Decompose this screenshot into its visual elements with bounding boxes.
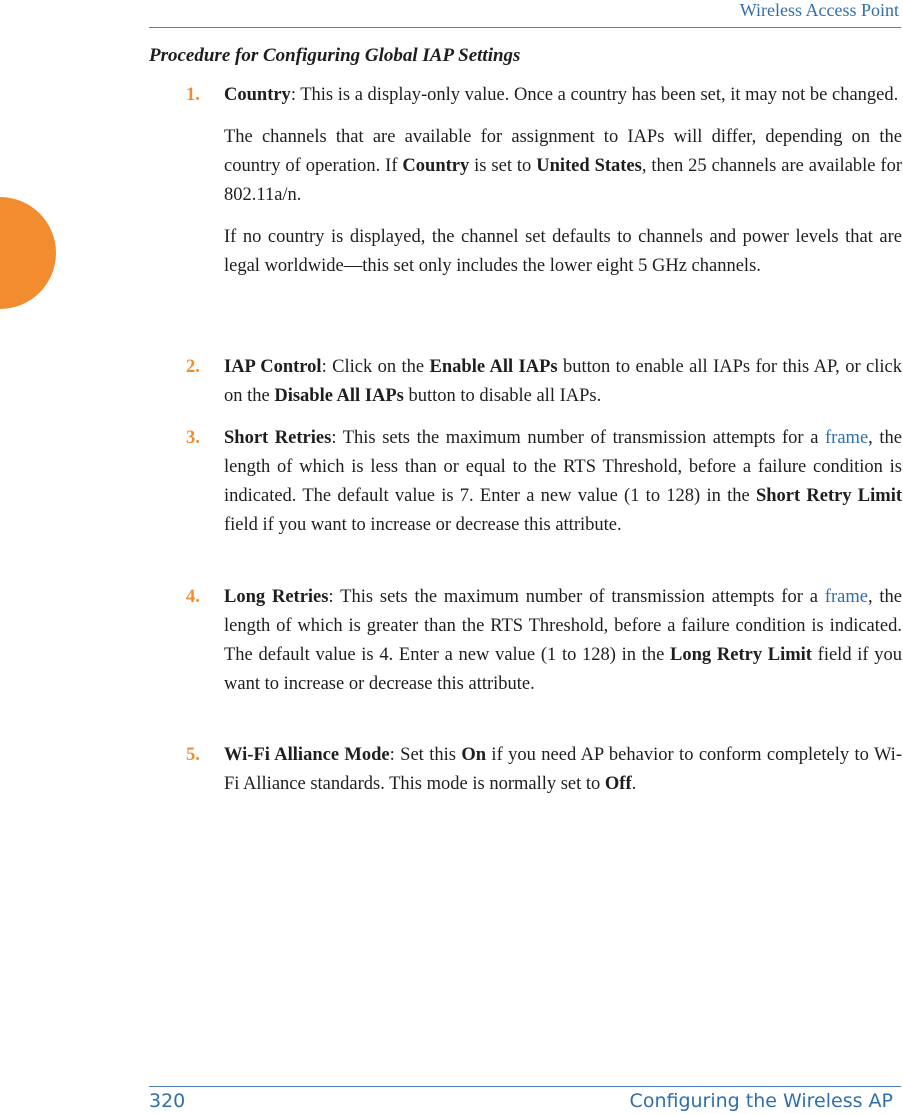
text-run: : This sets the maximum number of transmission attempts for a <box>328 587 825 607</box>
footer-rule <box>149 1086 901 1087</box>
bold-term: Off <box>604 774 632 794</box>
step-item-5 <box>186 741 902 799</box>
text-run: field if you want to increase or decrease this attribute. <box>224 645 903 694</box>
step-item-4 <box>186 583 902 699</box>
step-number: 5. <box>186 745 200 765</box>
bold-term: Long Retry Limit <box>670 645 812 665</box>
bold-term: Country <box>402 156 470 176</box>
step-paragraph <box>224 583 902 699</box>
step-paragraph <box>224 81 902 110</box>
text-run: If no country is displayed, the channel set defaults to channels and power levels that are legal worldwide—this set only includes the lower eight 5 GHz channels. <box>224 227 902 276</box>
step-number: 4. <box>186 587 200 607</box>
bold-term: Short Retry Limit <box>755 486 902 506</box>
bold-term: Disable All IAPs <box>274 386 404 406</box>
text-run: . <box>631 774 637 794</box>
bold-term: Country <box>224 85 291 105</box>
bold-term: Enable All IAPs <box>429 357 558 377</box>
text-run: , then 25 channels are available for 802.11a/n. <box>224 156 903 205</box>
text-run: button to enable all IAPs for this AP, or click on the <box>224 357 902 406</box>
footer-chapter-title: Configuring the Wireless AP <box>629 1090 893 1112</box>
step-paragraph <box>224 424 902 540</box>
text-run: The channels that are available for assignment to IAPs will differ, depending on the country of operation. If <box>224 127 902 176</box>
text-run: if you need AP behavior to conform completely to Wi-Fi Alliance standards. This mode is normally set to <box>224 745 902 794</box>
text-run: : Click on the <box>321 357 430 377</box>
step-paragraph <box>224 741 902 799</box>
step-paragraph <box>224 353 902 411</box>
step-item-2 <box>186 353 902 411</box>
bold-term: Wi-Fi Alliance Mode <box>224 745 390 765</box>
step-item-1 <box>186 81 902 281</box>
text-run: , the length of which is less than or equal to the RTS Threshold, before a failure condition is indicated. The default value is 7. Enter a new value (1 to 128) in the <box>224 428 902 506</box>
step-number: 3. <box>186 428 200 448</box>
text-run: , the length of which is greater than the RTS Threshold, before a failure condition is indicated. The default value is 4. Enter a new value (1 to 128) in the <box>224 587 903 665</box>
step-item-3 <box>186 424 902 540</box>
text-run: : This is a display-only value. Once a country has been set, it may not be changed. <box>290 85 899 105</box>
text-run: field if you want to increase or decrease this attribute. <box>224 515 622 535</box>
running-header-title: Wireless Access Point <box>739 0 899 20</box>
bold-term: Short Retries <box>224 428 332 448</box>
header-rule <box>149 27 901 28</box>
bold-term: IAP Control <box>224 357 322 377</box>
glossary-link[interactable]: frame <box>824 587 868 607</box>
step-paragraph <box>224 223 902 281</box>
footer-page-number: 320 <box>149 1090 186 1112</box>
glossary-link[interactable]: frame <box>825 428 869 448</box>
bold-term: On <box>461 745 487 765</box>
chapter-side-tab <box>0 197 56 309</box>
step-paragraph <box>224 123 902 210</box>
text-run: button to disable all IAPs. <box>403 386 602 406</box>
section-title: Procedure for Configuring Global IAP Settings <box>149 45 521 66</box>
text-run: is set to <box>469 156 537 176</box>
text-run: : This sets the maximum number of transmission attempts for a <box>331 428 826 448</box>
step-number: 2. <box>186 357 200 377</box>
step-number: 1. <box>186 85 200 105</box>
bold-term: United States <box>536 156 642 176</box>
text-run: : Set this <box>389 745 462 765</box>
bold-term: Long Retries <box>224 587 329 607</box>
